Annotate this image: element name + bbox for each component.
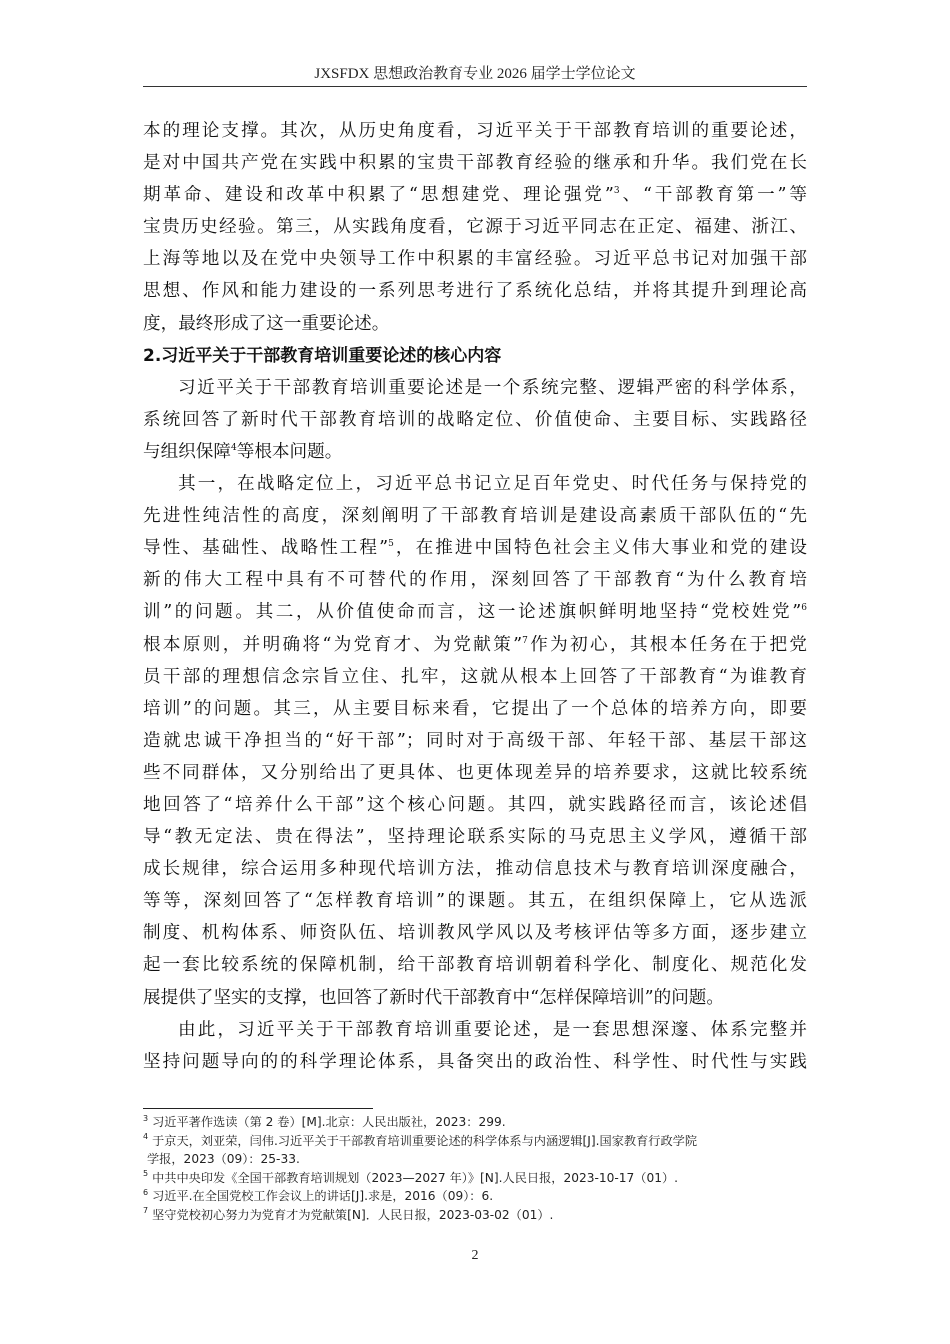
text-line: 期革命、建设和改革中积累了“思想建党、理论强党”$^3$、“干部教育第一”等 — [143, 185, 807, 206]
text-line: 员干部的理想信念宗旨立住、扎牢，这就从根本上回答了干部教育“为谁教育 — [143, 666, 807, 687]
footnote-rule — [143, 1108, 373, 1109]
footnote-ref[interactable]: 7 — [522, 635, 528, 646]
header-rule — [143, 86, 807, 87]
text-line: 成长规律，综合运用多种现代培训方法，推动信息技术与教育培训深度融合， — [143, 859, 807, 880]
text-line: 本的理论支撑。其次，从历史角度看，习近平关于干部教育培训的重要论述， — [143, 121, 807, 141]
text-line: 思想、作风和能力建设的一系列思考进行了系统化总结，并将其提升到理论高 — [143, 281, 807, 302]
text-line: 导“教无定法、贵在得法”，坚持理论联系实际的马克思主义学风，遵循干部 — [143, 827, 807, 848]
text-line: 制度、机构体系、师资队伍、培训教风学风以及考核评估等多方面，逐步建立 — [143, 923, 807, 944]
text-line: 根本原则，并明确将“为党育才、为党献策”$^7$作为初心，其根本任务在于把党 — [143, 634, 807, 655]
running-header: JXSFDX 思想政治教育专业 2026 届学士学位论文 — [314, 66, 636, 82]
footnote-number: 4 — [143, 1132, 149, 1142]
footnote: $^4$ 于京天，刘亚荣，闫伟.习近平关于干部教育培训重要论述的科学体系与内涵逻辑[J].国家教育行政学院 — [143, 1132, 698, 1148]
text-line: 造就忠诚干净担当的“好干部”；同时对于高级干部、年轻干部、基层干部这 — [143, 730, 807, 751]
text-line: 系统回答了新时代干部教育培训的战略定位、价值使命、主要目标、实践路径 — [143, 409, 807, 430]
text-line: 新的伟大工程中具有不可替代的作用，深刻回答了干部教育“为什么教育培 — [143, 570, 807, 591]
text-line: 导性、基础性、战略性工程”$^5$，在推进中国特色社会主义伟大事业和党的建设 — [143, 538, 807, 559]
footnote-ref[interactable]: 4 — [230, 443, 237, 454]
body-text — [143, 115, 807, 1078]
page-number: 2 — [471, 1248, 479, 1263]
text-line: 训”的问题。其二，从价值使命而言，这一论述旗帜鲜明地坚持“党校姓党”$^6$ — [143, 602, 807, 623]
text-line: 先进性纯洁性的高度，深刻阐明了干部教育培训是建设高素质干部队伍的“先 — [143, 506, 807, 527]
footnotes — [143, 1113, 807, 1224]
text-line: 习近平关于干部教育培训重要论述是一个系统完整、逻辑严密的科学体系， — [178, 377, 807, 398]
footnote-ref[interactable]: 6 — [801, 603, 807, 614]
footnote: $^5$ 中共中央印发《全国干部教育培训规划（2023—2027 年）》[N].人民日报，2023-10-17（01）. — [143, 1169, 679, 1185]
footnote-number: 7 — [143, 1206, 149, 1216]
footnote: 学报，2023（09）：25-33. — [147, 1152, 300, 1166]
footnote: $^6$ 习近平.在全国党校工作会议上的讲话[J].求是，2016（09）：6. — [143, 1187, 494, 1203]
text-line: 等等，深刻回答了“怎样教育培训”的课题。其五，在组织保障上，它从选派 — [143, 891, 807, 912]
footnote-number: 3 — [143, 1113, 149, 1123]
text-line: 宝贵历史经验。第三，从实践角度看，它源于习近平同志在正定、福建、浙江、 — [143, 217, 807, 238]
text-line: 培训”的问题。其三，从主要目标来看，它提出了一个总体的培养方向，即要 — [143, 698, 807, 719]
text-line: 度，最终形成了这一重要论述。 — [143, 313, 390, 334]
footnote: $^3$ 习近平著作选读（第 2 卷）[M].北京：人民出版社，2023：299. — [143, 1113, 506, 1129]
text-line: 上海等地以及在党中央领导工作中积累的丰富经验。习近平总书记对加强干部 — [143, 249, 807, 270]
text-line: 坚持问题导向的的科学理论体系，具备突出的政治性、科学性、时代性与实践 — [143, 1051, 807, 1072]
footnote-ref[interactable]: 3 — [613, 186, 620, 197]
text-line: 由此，习近平关于干部教育培训重要论述，是一套思想深邃、体系完整并 — [178, 1019, 807, 1040]
text-line: 是对中国共产党在实践中积累的宝贵干部教育经验的继承和升华。我们党在长 — [143, 153, 807, 174]
text-line: 展提供了坚实的支撑，也回答了新时代干部教育中“怎样保障培训”的问题。 — [143, 987, 724, 1008]
text-line: 起一套比较系统的保障机制，给干部教育培训朝着科学化、制度化、规范化发 — [143, 955, 807, 976]
text-line: 些不同群体，又分别给出了更具体、也更体现差异的培养要求，这就比较系统 — [143, 762, 807, 783]
footnote-number: 6 — [143, 1187, 149, 1197]
footnote-number: 5 — [143, 1169, 149, 1179]
text-line: 与组织保障$^4$等根本问题。 — [143, 441, 343, 462]
text-line: 其一，在战略定位上，习近平总书记立足百年党史、时代任务与保持党的 — [178, 474, 807, 495]
footnote: $^7$ 坚守党校初心努力为党育才为党献策[N]．人民日报，2023-03-02（01）. — [143, 1206, 554, 1222]
text-line: 地回答了“培养什么干部”这个核心问题。其四，就实践路径而言，该论述倡 — [143, 794, 807, 815]
section-heading: 2.习近平关于干部教育培训重要论述的核心内容 — [143, 345, 502, 366]
footnote-ref[interactable]: 5 — [388, 539, 394, 550]
